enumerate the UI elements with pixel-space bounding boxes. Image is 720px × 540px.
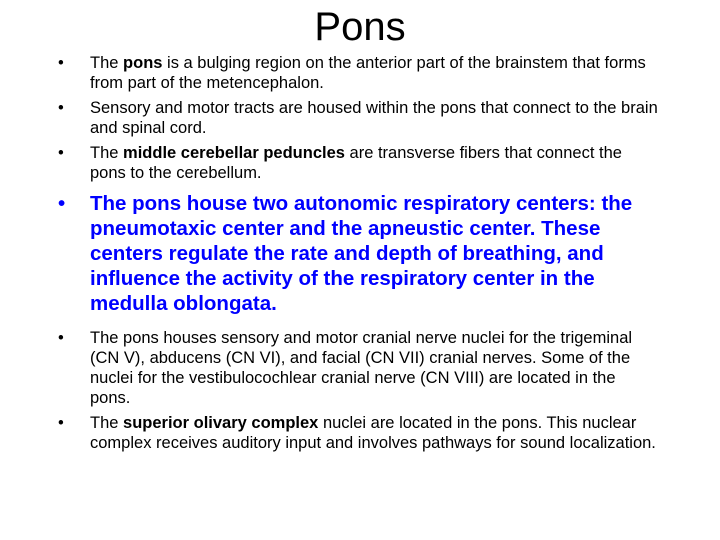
bullet-respiratory-centers [58,191,658,316]
bullet-list [58,53,658,458]
bullet-text: Sensory and motor tracts are housed within the pons that connect to the brain and spinal cord. [90,99,658,137]
bullet-text-suffix: nuclei are located in the pons. This nuclear complex receives auditory input and involves pathways for sound localization. [90,414,656,452]
bullet-text-prefix: The [90,144,124,162]
bullet-text-suffix: is a bulging region on the anterior part of the brainstem that forms from part of the metencephalon. [90,54,646,92]
bullet-text-prefix: The [90,54,124,72]
bullet-bold-term: pons [123,54,163,72]
bullet-text: The pons house two autonomic respiratory centers: the pneumotaxic center and the apneustic center. These centers regulate the rate and depth of breathing, and influence the activity of the respiratory center in the medulla oblongata. [90,192,633,315]
bullet-olivary-complex [58,413,658,453]
bullet-text-suffix: are transverse fibers that connect the pons to the cerebellum. [90,144,622,182]
bullet-text-prefix: The [90,414,124,432]
bullet-cranial-nuclei [58,328,658,408]
bullet-peduncles [58,143,658,183]
bullet-tracts [58,98,658,138]
bullet-bold-term: superior olivary complex [123,414,319,432]
bullet-pons-definition [58,53,658,93]
bullet-bold-term: middle cerebellar peduncles [123,144,345,162]
bullet-text: The pons houses sensory and motor cranial nerve nuclei for the trigeminal (CN V), abducens (CN VI), and facial (CN VII) cranial nerves. Some of the nuclei for the vestibulocochlear cranial nerve (CN VIII) are located in the pons. [90,329,633,407]
slide-title: Pons [314,5,406,49]
